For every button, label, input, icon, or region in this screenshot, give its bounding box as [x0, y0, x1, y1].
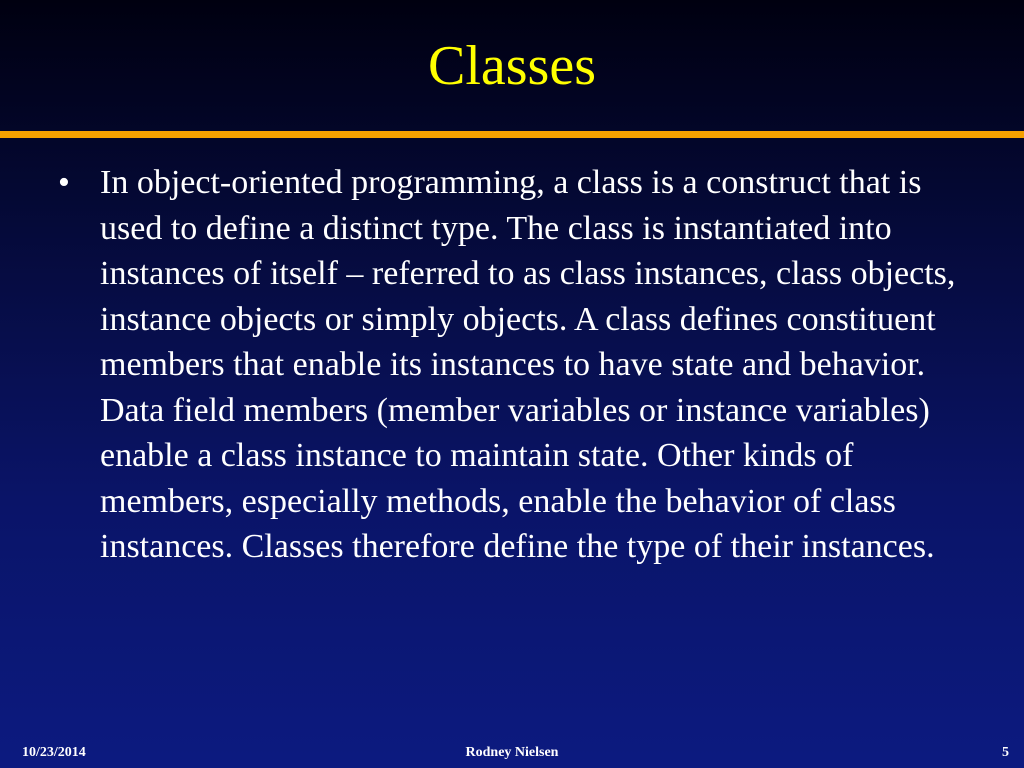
bullet-text: In object-oriented programming, a class is a construct that is used to define a distinct type. The class is instantiated into instances of itself – referred to as class instances, class objects, instance objects or simply objects. A class defines constituent members that enable its instances to have state and behavior. Data field members (member variables or instance variables) enable a class instance to maintain state. Other kinds of members, especially methods, enable the behavior of class instances. Classes therefore define the type of their instances.: [100, 164, 956, 565]
footer-author: Rodney Nielsen: [465, 745, 559, 760]
slide-title: Classes: [428, 35, 596, 97]
bullet-icon: •: [58, 164, 70, 201]
footer-date: 10/23/2014: [22, 745, 86, 760]
bullet-item: [58, 160, 988, 570]
slide-body: [58, 160, 988, 570]
footer-page-number: 5: [1002, 745, 1009, 760]
title-divider: [0, 131, 1024, 138]
